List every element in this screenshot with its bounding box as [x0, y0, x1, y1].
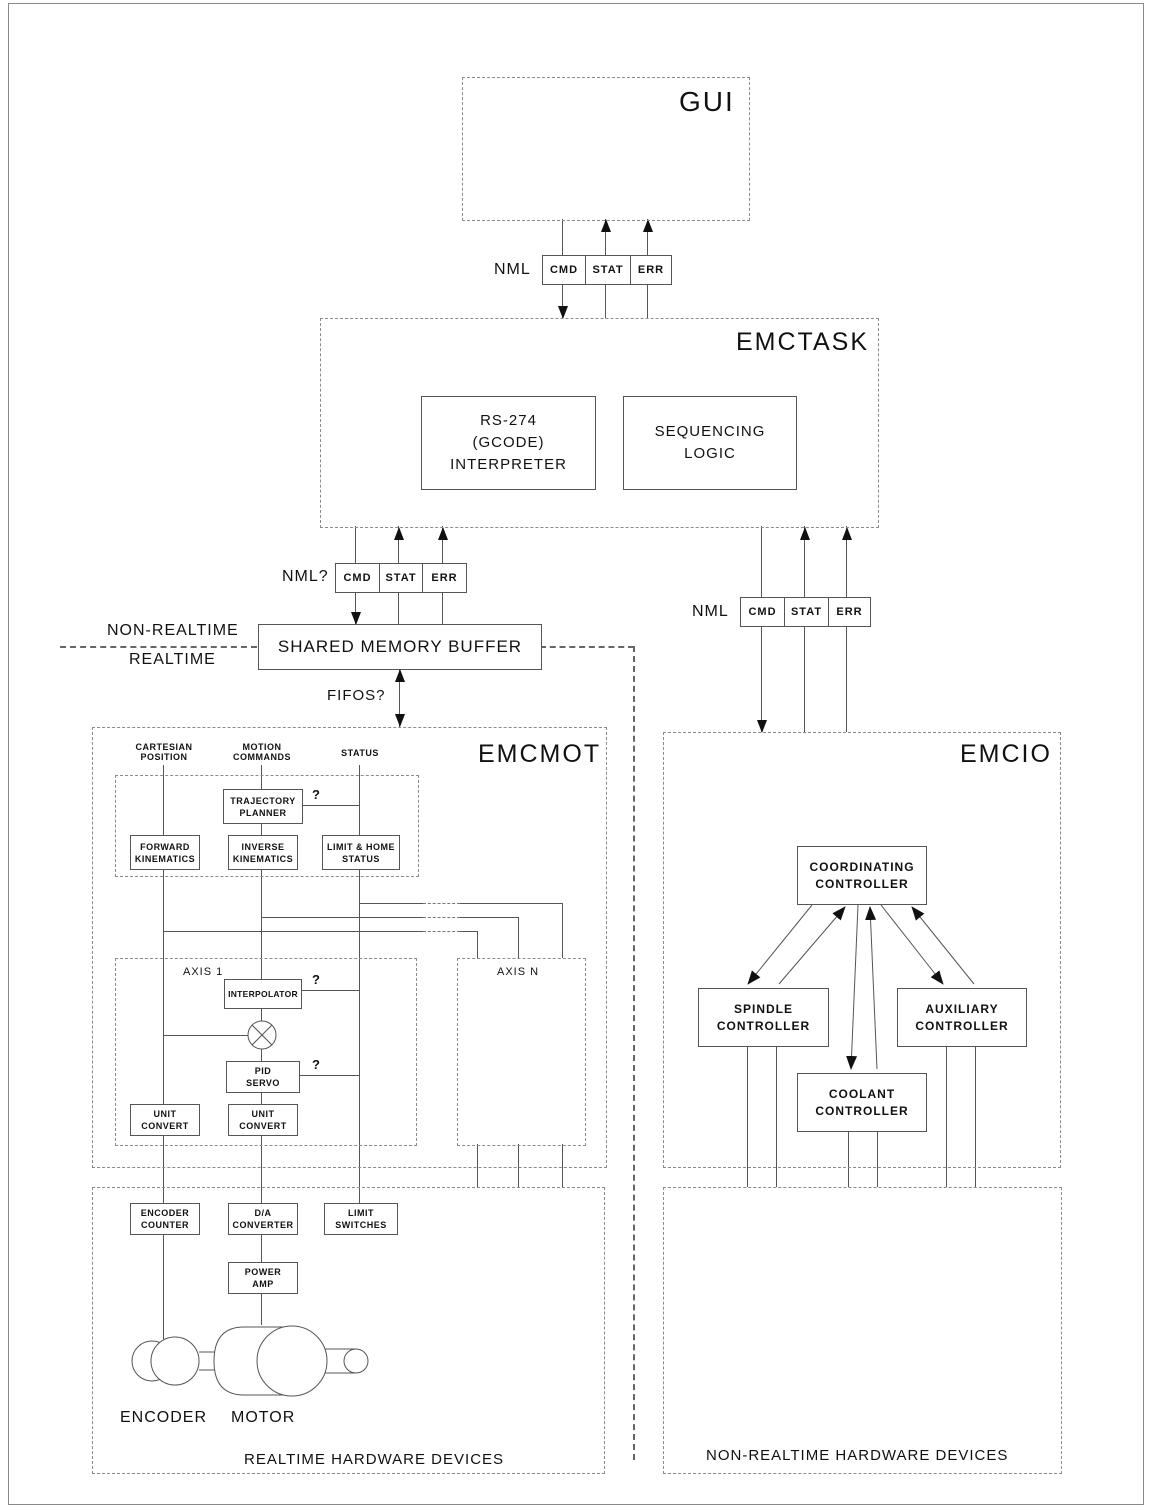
nml-top-label: NML	[494, 261, 531, 278]
stat-cell: STAT	[586, 255, 631, 285]
emctask-title: EMCTASK	[736, 328, 869, 356]
arrow-up-icon	[395, 669, 405, 682]
fifos-label: FIFOS?	[327, 687, 386, 704]
nonrealtime-hardware-title: NON-REALTIME HARDWARE DEVICES	[706, 1447, 1009, 1464]
emcio-title: EMCIO	[960, 740, 1052, 768]
cmd-cell: CMD	[542, 255, 586, 285]
arrow-up-icon	[438, 527, 448, 540]
encoder-counter-box: ENCODER COUNTER	[130, 1203, 200, 1235]
coolant-controller-box: COOLANT CONTROLLER	[797, 1073, 927, 1132]
unit-convert-box-left: UNIT CONVERT	[130, 1104, 200, 1136]
limit-home-status-box: LIMIT & HOME STATUS	[322, 835, 400, 870]
err-cell: ERR	[829, 597, 871, 627]
axisn-box	[457, 958, 586, 1146]
nonrealtime-hardware-box	[663, 1187, 1062, 1474]
realtime-hardware-title: REALTIME HARDWARE DEVICES	[244, 1451, 505, 1468]
motor-label: MOTOR	[231, 1409, 296, 1426]
nml-top-channels	[542, 255, 672, 285]
boundary-dash-left	[60, 646, 257, 648]
stat-cell: STAT	[380, 563, 423, 593]
motion-commands-header: MOTION COMMANDS	[233, 742, 291, 762]
coordinating-controller-box: COORDINATING CONTROLLER	[797, 846, 927, 905]
line-io-err	[846, 526, 847, 732]
forward-kinematics-box: FORWARD KINEMATICS	[130, 835, 200, 870]
auxiliary-controller-box: AUXILIARY CONTROLLER	[897, 988, 1027, 1047]
nml-left-label: NML?	[282, 568, 329, 585]
arrow-up-icon	[800, 527, 810, 540]
arrow-up-icon	[394, 527, 404, 540]
spindle-controller-box: SPINDLE CONTROLLER	[698, 988, 829, 1047]
question-mark-pid: ?	[312, 1057, 320, 1072]
err-cell: ERR	[631, 255, 672, 285]
question-mark-trajectory: ?	[312, 787, 320, 802]
limit-switches-box: LIMIT SWITCHES	[324, 1203, 398, 1235]
question-mark-interpolator: ?	[312, 972, 320, 987]
gui-title: GUI	[679, 86, 735, 117]
axis1-label: AXIS 1	[183, 966, 224, 978]
arrow-down-icon	[395, 714, 405, 727]
line-io-stat	[804, 526, 805, 732]
cartesian-position-header: CARTESIAN POSITION	[135, 742, 193, 762]
non-realtime-label: NON-REALTIME	[107, 622, 239, 639]
emcmot-title: EMCMOT	[478, 740, 602, 768]
realtime-label: REALTIME	[129, 651, 216, 668]
trajectory-planner-box: TRAJECTORY PLANNER	[223, 789, 303, 824]
axisn-label: AXIS N	[497, 966, 540, 978]
da-converter-box: D/A CONVERTER	[228, 1203, 298, 1235]
boundary-dash-right	[540, 646, 634, 648]
power-amp-box: POWER AMP	[228, 1262, 298, 1294]
cmd-cell: CMD	[740, 597, 785, 627]
err-cell: ERR	[423, 563, 467, 593]
stat-cell: STAT	[785, 597, 829, 627]
gcode-interpreter-box: RS-274 (GCODE) INTERPRETER	[421, 396, 596, 490]
shared-memory-buffer-box: SHARED MEMORY BUFFER	[258, 624, 542, 670]
interpolator-box: INTERPOLATOR	[224, 979, 302, 1009]
line-io-cmd	[761, 526, 762, 732]
arrow-up-icon	[842, 527, 852, 540]
sequencing-logic-box: SEQUENCING LOGIC	[623, 396, 797, 490]
boundary-dash-vertical	[633, 646, 635, 1460]
status-header: STATUS	[341, 748, 379, 758]
encoder-label: ENCODER	[120, 1409, 208, 1426]
nml-left-channels	[335, 563, 467, 593]
unit-convert-box-center: UNIT CONVERT	[228, 1104, 298, 1136]
inverse-kinematics-box: INVERSE KINEMATICS	[228, 835, 298, 870]
nml-right-label: NML	[692, 603, 729, 620]
nml-right-channels	[740, 597, 871, 627]
pid-servo-box: PID SERVO	[226, 1061, 300, 1093]
cmd-cell: CMD	[335, 563, 380, 593]
